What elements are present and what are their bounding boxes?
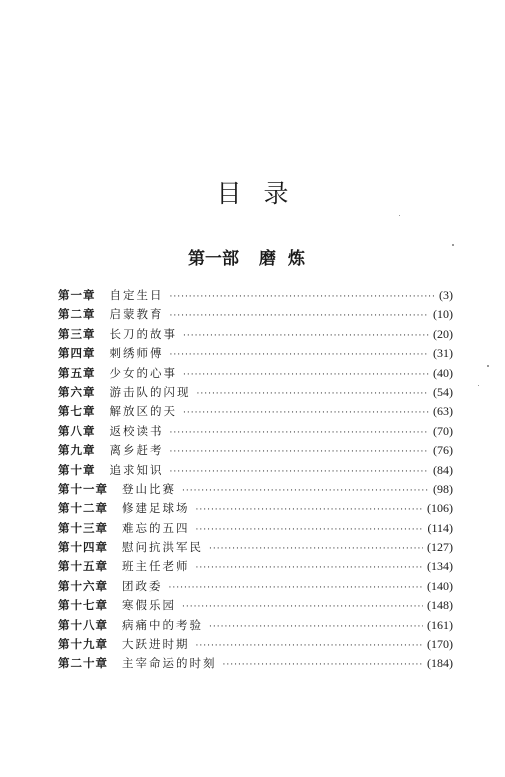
chapter-number: 第十八章: [58, 617, 108, 632]
toc-entry: [58, 383, 453, 402]
toc-entry: [58, 519, 453, 538]
page-number: (54): [433, 384, 453, 399]
chapter-title: 游击队的闪现: [109, 384, 191, 399]
page-number: (31): [433, 346, 453, 361]
chapter-title: 大跃进时期: [122, 637, 190, 652]
toc-entry: [58, 325, 453, 344]
chapter-title: 返校读书: [109, 423, 164, 438]
chapter-title: 病痛中的考验: [122, 617, 203, 632]
toc-entry: [58, 538, 453, 557]
toc-entry: [58, 616, 453, 635]
toc-entry: [58, 305, 453, 324]
toc-entry: [58, 422, 453, 441]
chapter-number: 第十四章: [58, 540, 108, 555]
dot-leader: [183, 366, 429, 385]
toc-entry: [58, 654, 453, 673]
toc-entry: [58, 499, 453, 518]
page-number: (106): [427, 501, 453, 516]
toc-entry: [58, 441, 453, 460]
toc-entry: [58, 402, 453, 421]
dot-leader: [209, 540, 423, 559]
page-number: (184): [427, 656, 453, 671]
part-label: 第一部: [188, 249, 239, 269]
page-number: (114): [427, 520, 453, 535]
chapter-number: 第十一章: [58, 481, 108, 496]
toc-entry: [58, 461, 453, 480]
chapter-number: 第十七章: [58, 598, 108, 613]
page-number: (127): [427, 540, 453, 555]
page-number: (161): [427, 617, 453, 632]
chapter-number: 第一章: [58, 288, 96, 302]
toc-entry: [58, 286, 453, 305]
toc-entry: [58, 557, 453, 576]
chapter-title: 主宰命运的时刻: [122, 656, 217, 671]
chapter-title: 启蒙教育: [109, 307, 164, 322]
dot-leader: [170, 307, 430, 326]
dot-leader: [169, 579, 424, 598]
dot-leader: [196, 521, 424, 540]
toc-entry: [58, 344, 453, 363]
chapter-number: 第九章: [58, 443, 96, 458]
page-number: (10): [433, 307, 453, 322]
dot-leader: [183, 327, 429, 346]
chapter-title: 修建足球场: [122, 501, 190, 516]
chapter-number: 第十九章: [58, 637, 108, 652]
table-of-contents: [58, 286, 453, 674]
page-number: (148): [427, 598, 453, 613]
toc-entry: [58, 480, 453, 499]
dot-leader: [197, 385, 430, 404]
chapter-title: 团政委: [122, 578, 163, 593]
chapter-number: 第二章: [58, 307, 96, 322]
chapter-title: 自定生日: [109, 288, 164, 302]
toc-entry: [58, 364, 453, 383]
page-number: (170): [427, 637, 453, 652]
toc-entry: [58, 635, 453, 654]
dot-leader: [183, 404, 429, 423]
dot-leader: [170, 443, 430, 462]
chapter-number: 第六章: [58, 384, 96, 399]
page-number: (84): [433, 462, 453, 477]
scan-speck: [487, 365, 489, 367]
page-number: (134): [427, 559, 453, 574]
chapter-number: 第四章: [58, 346, 96, 361]
chapter-title: 长刀的故事: [109, 326, 177, 341]
dot-leader: [196, 501, 424, 520]
chapter-title: 离乡赶考: [109, 443, 164, 458]
page-number: (20): [433, 326, 453, 341]
chapter-title: 刺绣师傅: [109, 346, 164, 361]
dot-leader: [182, 598, 423, 617]
chapter-title: 慰问抗洪军民: [122, 540, 203, 555]
dot-leader: [196, 559, 424, 578]
page-number: (40): [433, 365, 453, 380]
chapter-title: 少女的心事: [109, 365, 177, 380]
dot-leader: [170, 424, 430, 443]
page-number: (76): [433, 443, 453, 458]
chapter-number: 第八章: [58, 423, 96, 438]
chapter-title: 登山比赛: [122, 481, 176, 496]
scan-speck: [478, 385, 479, 386]
chapter-title: 解放区的天: [109, 404, 177, 419]
page-number: (63): [433, 404, 453, 419]
chapter-number: 第七章: [58, 404, 96, 419]
page-number: (140): [427, 578, 453, 593]
dot-leader: [170, 463, 430, 482]
chapter-number: 第十章: [58, 462, 96, 477]
dot-leader: [196, 637, 424, 656]
page-number: (3): [439, 288, 453, 302]
scan-speck: [399, 215, 400, 216]
chapter-number: 第五章: [58, 365, 96, 380]
chapter-number: 第十二章: [58, 501, 108, 516]
chapter-number: 第十六章: [58, 578, 108, 593]
page-number: (70): [433, 423, 453, 438]
toc-entry: [58, 577, 453, 596]
page-number: (98): [433, 481, 453, 496]
part-name: 磨炼: [259, 249, 317, 269]
chapter-number: 第十三章: [58, 520, 108, 535]
dot-leader: [209, 618, 423, 637]
dot-leader: [182, 482, 429, 501]
toc-entry: [58, 596, 453, 615]
chapter-title: 追求知识: [109, 462, 164, 477]
chapter-title: 班主任老师: [122, 559, 190, 574]
dot-leader: [170, 346, 430, 365]
chapter-number: 第二十章: [58, 656, 108, 671]
dot-leader: [170, 288, 436, 307]
part-heading: [0, 244, 505, 269]
scan-speck: [452, 244, 454, 246]
chapter-title: 难忘的五四: [122, 520, 190, 535]
chapter-number: 第十五章: [58, 559, 108, 574]
toc-heading: 目录: [216, 179, 311, 208]
chapter-title: 寒假乐园: [122, 598, 176, 613]
dot-leader: [223, 656, 424, 675]
chapter-number: 第三章: [58, 326, 96, 341]
